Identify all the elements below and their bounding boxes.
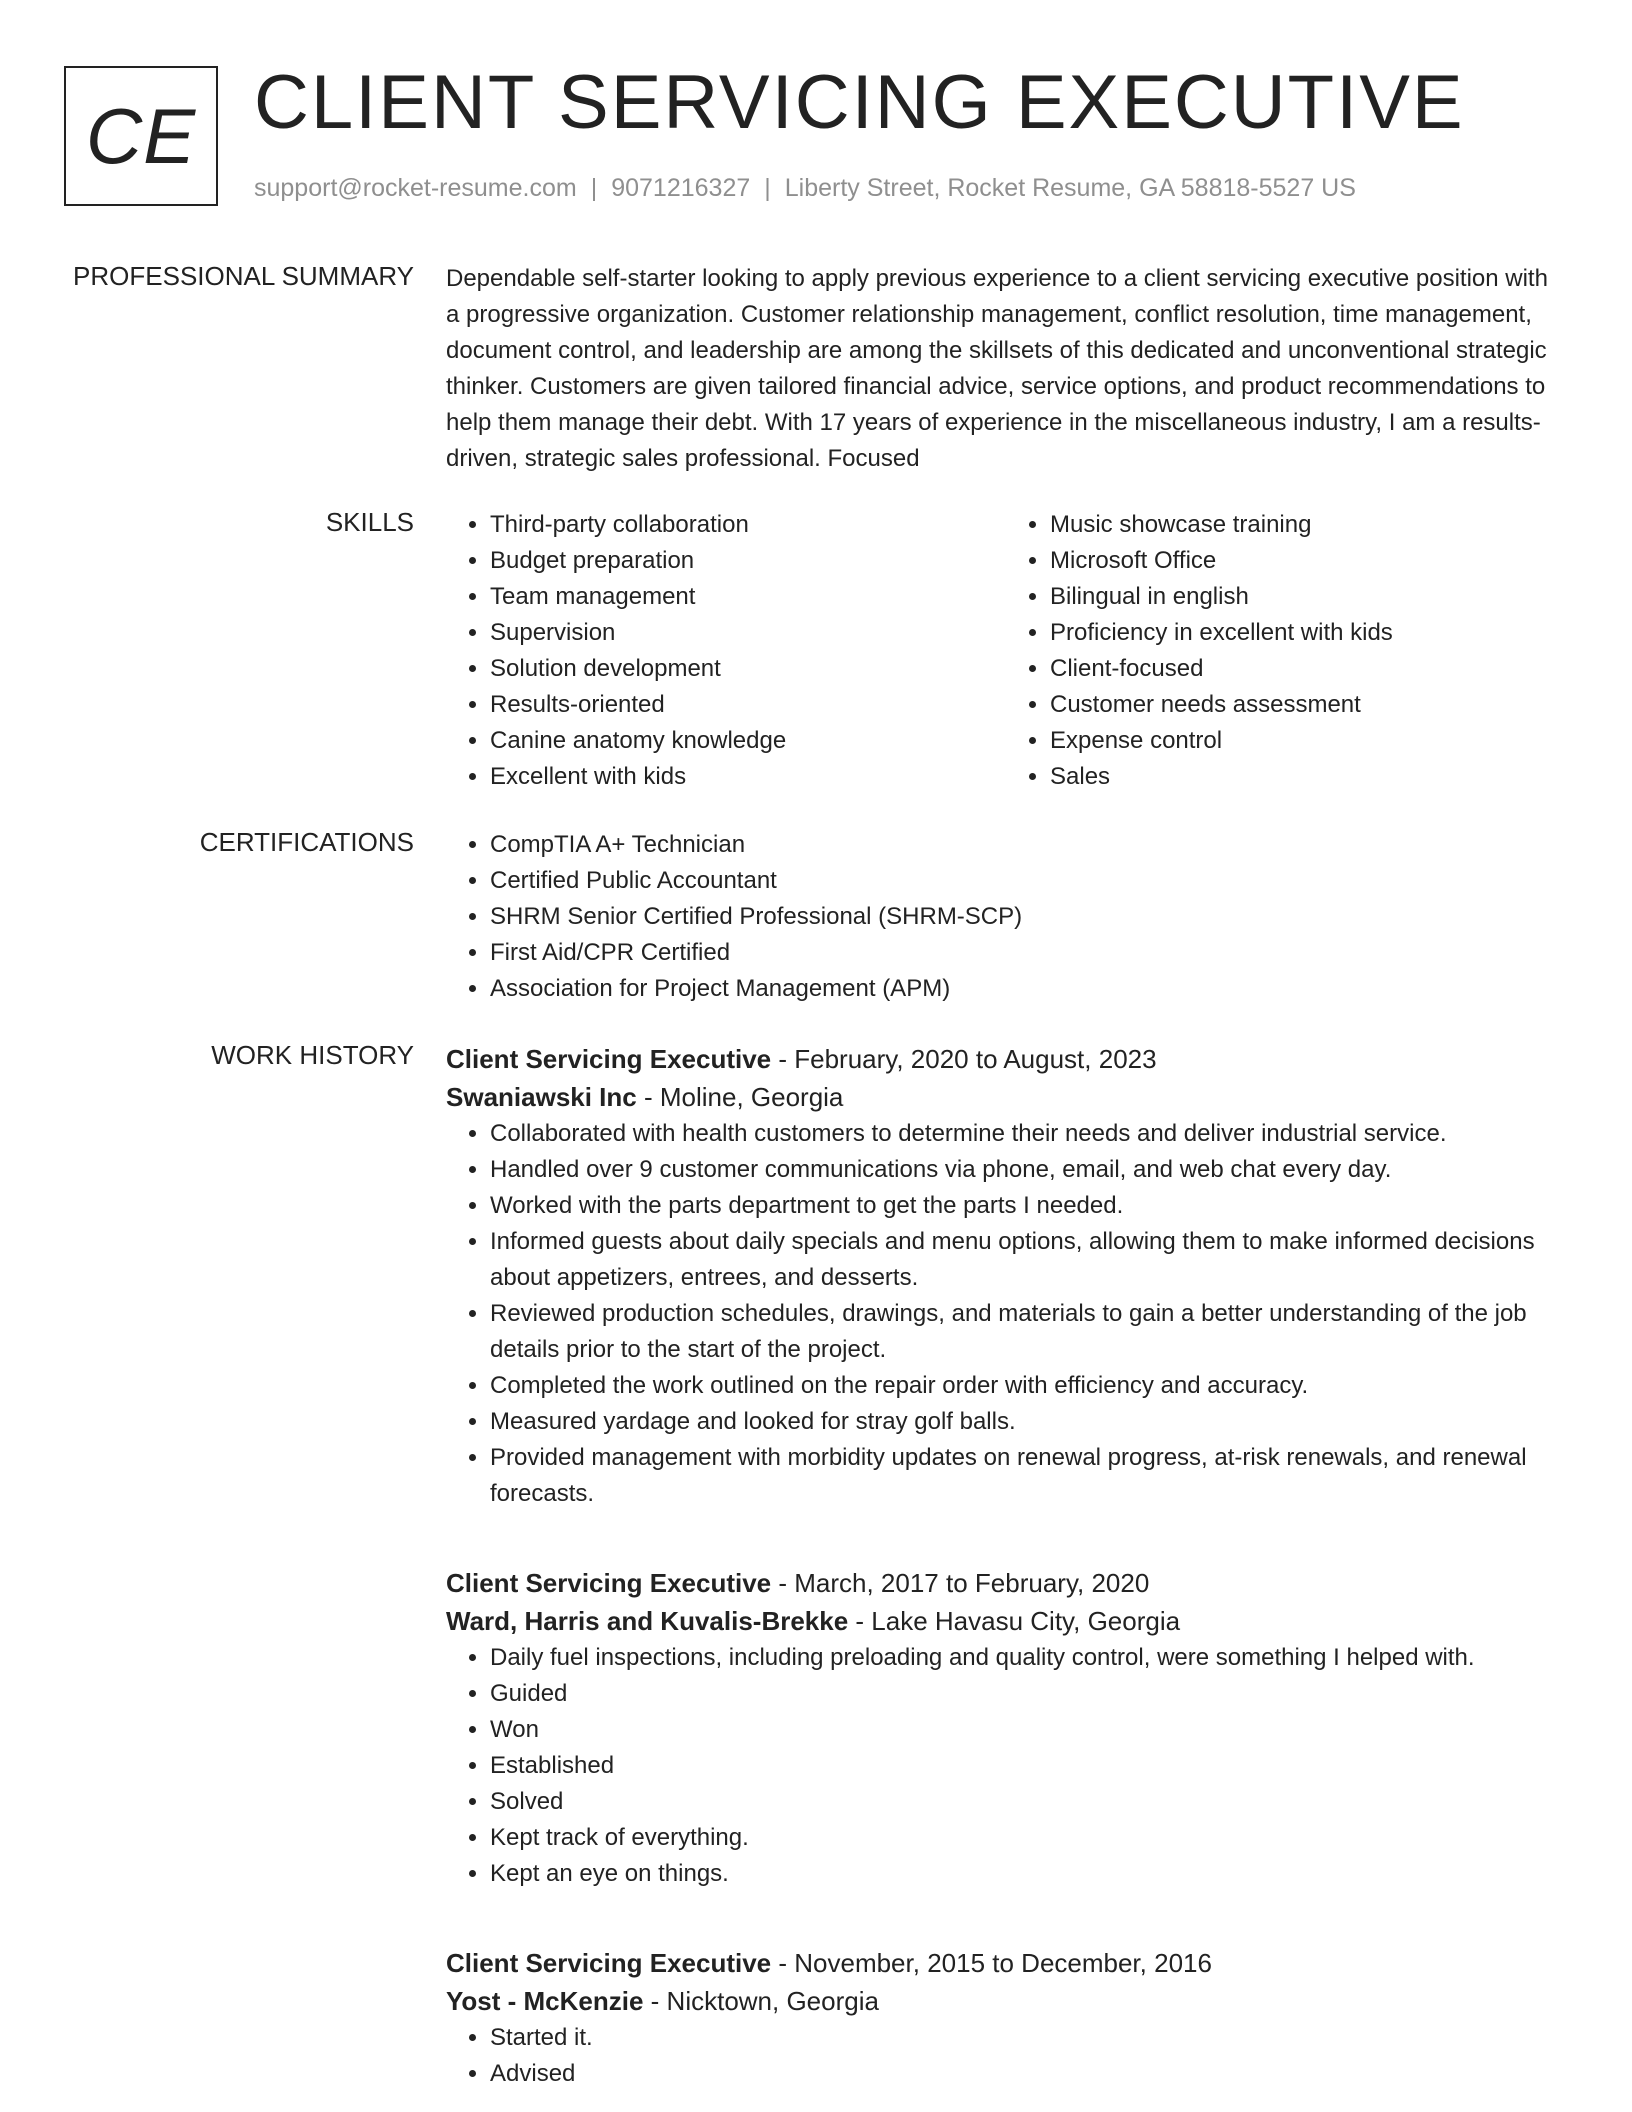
certification-item: • CompTIA A+ Technician xyxy=(490,827,1566,863)
skills-heading: SKILLS xyxy=(325,507,414,537)
skill-item: • Third-party collaboration xyxy=(490,507,1006,543)
summary-body xyxy=(446,261,1566,477)
job-bullets xyxy=(446,2020,1566,2092)
job-location: - Lake Havasu City, Georgia xyxy=(848,1606,1181,1636)
job-bullet: • Collaborated with health customers to determine their needs and deliver industrial service. xyxy=(490,1116,1566,1152)
job-bullet: • Guided xyxy=(490,1676,1566,1712)
certifications-heading: CERTIFICATIONS xyxy=(199,827,414,857)
contact-separator: | xyxy=(764,174,771,202)
job-company-line xyxy=(446,1982,1566,2020)
job-title: Client Servicing Executive xyxy=(446,1044,772,1074)
job-entry xyxy=(446,1564,1566,1892)
job-title-line xyxy=(446,1040,1566,1078)
job-company: Ward, Harris and Kuvalis-Brekke xyxy=(446,1606,849,1636)
job-bullets xyxy=(446,1116,1566,1512)
job-bullet: • Solved xyxy=(490,1784,1566,1820)
job-location: - Moline, Georgia xyxy=(636,1082,844,1112)
job-bullet: • Started it. xyxy=(490,2020,1566,2056)
skill-item: • Excellent with kids xyxy=(490,759,1006,795)
job-entry xyxy=(446,1944,1566,2092)
certifications-list xyxy=(446,827,1566,1007)
job-entry xyxy=(446,1040,1566,1512)
job-location: - Nicktown, Georgia xyxy=(643,1986,879,2016)
skill-item: • Budget preparation xyxy=(490,543,1006,579)
job-bullet: • Won xyxy=(490,1712,1566,1748)
skill-item: • Sales xyxy=(1050,759,1566,795)
contact-email[interactable]: support@rocket-resume.com xyxy=(254,174,577,202)
job-company-line xyxy=(446,1078,1566,1116)
skills-body xyxy=(446,507,1566,795)
job-dates: - March, 2017 to February, 2020 xyxy=(771,1568,1150,1598)
job-company: Yost - McKenzie xyxy=(446,1986,644,2016)
job-bullet: • Kept track of everything. xyxy=(490,1820,1566,1856)
job-bullet: • Kept an eye on things. xyxy=(490,1856,1566,1892)
certification-item: • Association for Project Management (APM) xyxy=(490,971,1566,1007)
skill-item: • Supervision xyxy=(490,615,1006,651)
job-dates: - February, 2020 to August, 2023 xyxy=(771,1044,1157,1074)
skill-item: • Music showcase training xyxy=(1050,507,1566,543)
job-bullet: • Handled over 9 customer communications via phone, email, and web chat every day. xyxy=(490,1152,1566,1188)
contact-separator: | xyxy=(590,174,598,202)
work-history-heading: WORK HISTORY xyxy=(211,1040,414,1070)
certifications-body xyxy=(446,827,1566,1007)
job-title: Client Servicing Executive xyxy=(446,1948,772,1978)
job-bullet: • Completed the work outlined on the repair order with efficiency and accuracy. xyxy=(490,1368,1566,1404)
skill-item: • Solution development xyxy=(490,651,1006,687)
skill-item: • Client-focused xyxy=(1050,651,1566,687)
certification-item: • First Aid/CPR Certified xyxy=(490,935,1566,971)
summary-text: Dependable self-starter looking to apply previous experience to a client servicing executive position with a progressive organization. Customer relationship management, conflict resolution, time management, document control, and leadership are among the skillsets of this dedicated and unconventional strategic thinker. Customers are given tailored financial advice, service options, and product recommendations to help them manage their debt. With 17 years of experience in the miscellaneous industry, I am a results-driven, strategic sales professional. Focused xyxy=(446,265,1548,472)
job-title-line xyxy=(446,1944,1566,1982)
resume-title: CLIENT SERVICING EXECUTIVE xyxy=(254,60,1465,145)
contact-address: Liberty Street, Rocket Resume, GA 58818-5527 US xyxy=(784,174,1356,202)
contact-line xyxy=(254,174,1356,203)
job-dates: - November, 2015 to December, 2016 xyxy=(771,1948,1212,1978)
certification-item: • Certified Public Accountant xyxy=(490,863,1566,899)
job-bullet: • Established xyxy=(490,1748,1566,1784)
job-bullet: • Informed guests about daily specials and menu options, allowing them to make informed decisions about appetizers, entrees, and desserts. xyxy=(490,1224,1566,1296)
skills-list-left xyxy=(446,507,1006,795)
skills-list-right xyxy=(1006,507,1566,795)
certification-item: • SHRM Senior Certified Professional (SHRM-SCP) xyxy=(490,899,1566,935)
job-bullets xyxy=(446,1640,1566,1892)
job-company-line xyxy=(446,1602,1566,1640)
skill-item: • Bilingual in english xyxy=(1050,579,1566,615)
job-bullet: • Advised xyxy=(490,2056,1566,2092)
job-bullet: • Daily fuel inspections, including preloading and quality control, were something I helped with. xyxy=(490,1640,1566,1676)
skill-item: • Expense control xyxy=(1050,723,1566,759)
skill-item: • Customer needs assessment xyxy=(1050,687,1566,723)
job-company: Swaniawski Inc xyxy=(446,1082,637,1112)
job-bullet: • Provided management with morbidity updates on renewal progress, at-risk renewals, and renewal forecasts. xyxy=(490,1440,1566,1512)
skill-item: • Results-oriented xyxy=(490,687,1006,723)
job-bullet: • Measured yardage and looked for stray golf balls. xyxy=(490,1404,1566,1440)
monogram-logo: CE xyxy=(64,66,218,206)
work-history-body xyxy=(446,1040,1566,2092)
skill-item: • Team management xyxy=(490,579,1006,615)
job-bullet: • Reviewed production schedules, drawings, and materials to gain a better understanding of the job details prior to the start of the project. xyxy=(490,1296,1566,1368)
skill-item: • Proficiency in excellent with kids xyxy=(1050,615,1566,651)
skill-item: • Canine anatomy knowledge xyxy=(490,723,1006,759)
contact-phone[interactable]: 9071216327 xyxy=(611,174,751,202)
summary-heading: PROFESSIONAL SUMMARY xyxy=(73,261,414,291)
job-title-line xyxy=(446,1564,1566,1602)
job-title: Client Servicing Executive xyxy=(446,1568,772,1598)
skill-item: • Microsoft Office xyxy=(1050,543,1566,579)
job-bullet: • Worked with the parts department to get the parts I needed. xyxy=(490,1188,1566,1224)
